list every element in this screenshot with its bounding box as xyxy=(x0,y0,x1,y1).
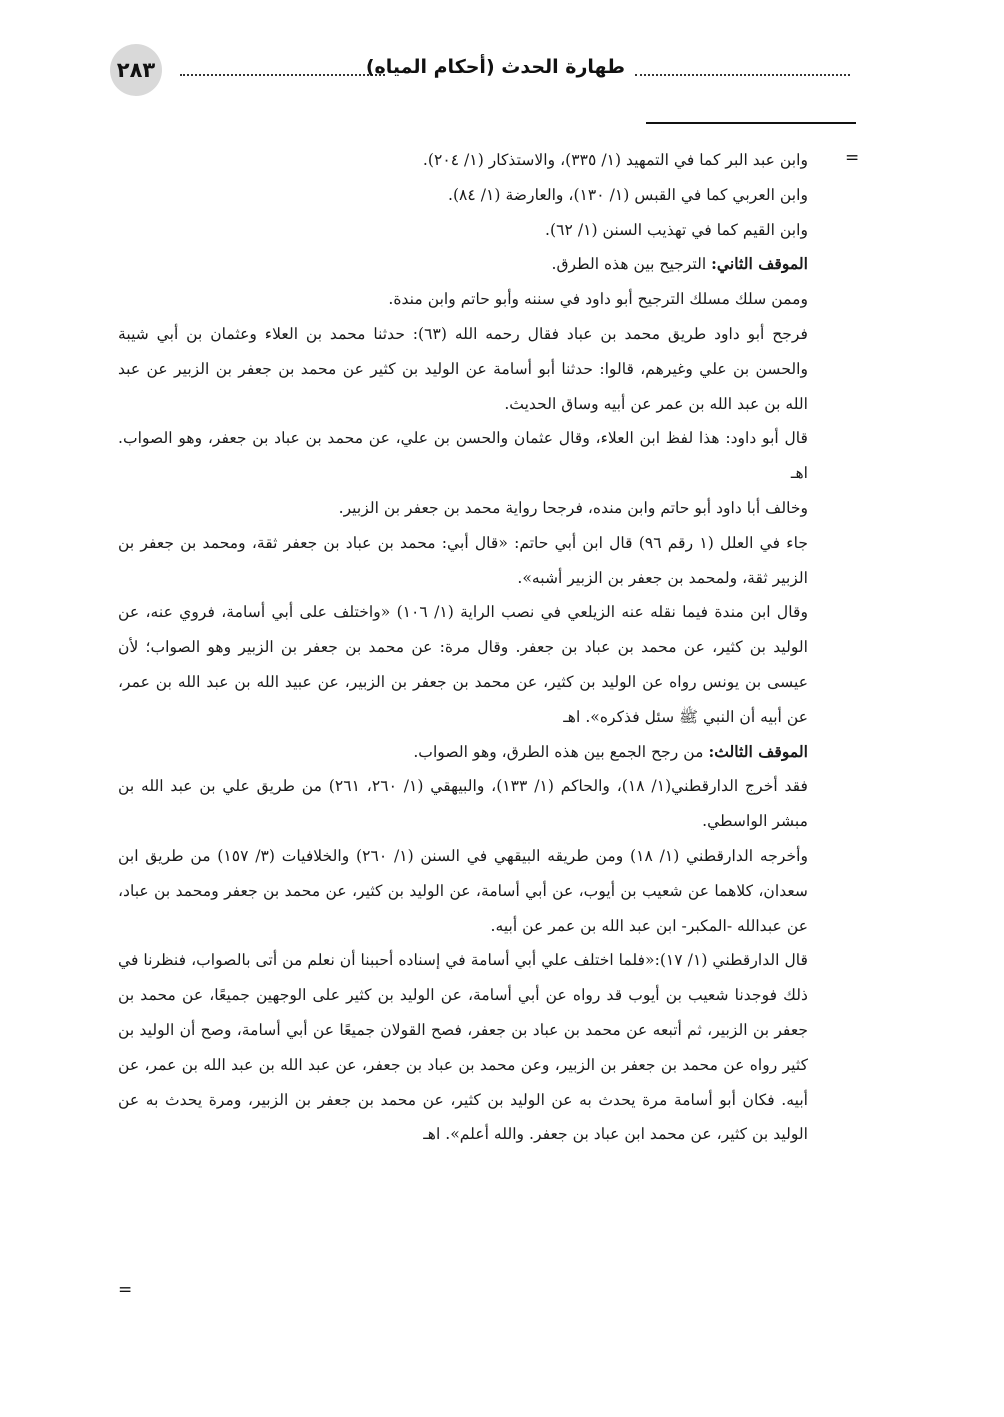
paragraph: وابن القيم كما في تهذيب السنن (١/ ٦٢). xyxy=(545,220,808,239)
paragraph: قال الدارقطني (١/ ١٧):«فلما اختلف علي أبي أسامة في إسناده أحببنا أن نعلم من أتى بالصواب، فنظرنا في ذلك فوجدنا شعيب بن أيوب قد رواه عن أبي أسامة، عن الوليد بن كثير على الوجهين جميعًا، عن محمد بن جعفر بن الزبير، ثم أتبعه عن محمد بن عباد بن جعفر، فصح القولان جميعًا عن أبي أسامة، وصح أن الوليد بن كثير رواه عن محمد بن جعفر بن الزبير، وعن محمد بن عباد بن جعفر، عن عبد الله بن عبد الله بن عمر، عن أبيه. فكان أبو أسامة مرة يحدث به عن الوليد بن كثير، عن محمد بن جعفر بن الزبير، ومرة يحدث به عن الوليد بن كثير، عن محمد ابن عباد بن جعفر. والله أعلم». اهـ xyxy=(118,951,808,1144)
footnote-body xyxy=(118,143,808,1152)
footnote-separator-rule xyxy=(646,122,856,124)
section-label: الموقف الثاني: xyxy=(711,254,808,274)
header-dotted-leader-left xyxy=(180,74,385,76)
paragraph: وأخرجه الدارقطني (١/ ١٨) ومن طريقه البيقهي في السنن (١/ ٢٦٠) والخلافيات (٣/ ١٥٧) من طريق ابن سعدان، كلاهما عن شعيب بن أيوب، عن أبي أسامة، عن الوليد بن كثير، عن محمد بن جعفر ومحمد بن عباد، عن عبدالله -المكبر- ابن عبد الله بن عمر عن أبيه. xyxy=(118,846,808,935)
paragraph: وقال ابن مندة فيما نقله عنه الزيلعي في نصب الراية (١/ ١٠٦) «واختلف على أبي أسامة، فروي عنه، عن الوليد بن كثير، عن محمد بن عباد بن جعفر. وقال مرة: عن محمد بن جعفر بن الزبير وهو الصواب؛ لأن عيسى بن يونس رواه عن الوليد بن كثير، عن محمد بن جعفر بن الزبير، عن عبيد الله بن عبد الله بن عمر، عن أبيه أن النبي ﷺ سئل فذكره». اهـ xyxy=(118,603,808,726)
page-header xyxy=(110,44,850,100)
continuation-marker-bottom: = xyxy=(118,1280,133,1300)
paragraph: وابن العربي كما في القبس (١/ ١٣٠)، والعارضة (١/ ٨٤). xyxy=(447,185,808,204)
paragraph: وابن عبد البر كما في التمهيد (١/ ٣٣٥)، والاستذكار (١/ ٢٠٤). xyxy=(422,151,808,169)
paragraph: وممن سلك مسلك الترجيح أبو داود في سننه وأبو حاتم وابن مندة. xyxy=(388,290,808,309)
paragraph: فقد أخرج الدارقطني(١/ ١٨)، والحاكم (١/ ١٣٣)، والبيهقي (١/ ٢٦٠، ٢٦١) من طريق علي بن عبد الله بن مبشر الواسطي. xyxy=(118,777,808,831)
paragraph: جاء في العلل (١ رقم ٩٦) قال ابن أبي حاتم: «قال أبي: محمد بن عباد بن جعفر ثقة، ومحمد بن جعفر بن الزبير ثقة، ولمحمد بن جعفر بن الزبير أشبه». xyxy=(118,533,808,587)
running-title: طهارة الحدث (أحكام المياه) xyxy=(365,56,625,78)
paragraph: الموقف الثاني: الترجيح بين هذه الطرق. xyxy=(551,254,808,274)
paragraph: الموقف الثالث: من رجح الجمع بين هذه الطرق، وهو الصواب. xyxy=(413,741,808,761)
continuation-marker-top: = xyxy=(845,148,860,168)
paragraph: وخالف أبا داود أبو حاتم وابن منده، فرجحا رواية محمد بن جعفر بن الزبير. xyxy=(338,498,808,517)
paragraph: قال أبو داود: هذا لفظ ابن العلاء، وقال عثمان والحسن بن علي، عن محمد بن عباد بن جعفر، وهو الصواب. اهـ xyxy=(118,429,808,483)
page-number: ٢٨٣ xyxy=(110,44,162,96)
section-label: الموقف الثالث: xyxy=(708,741,808,761)
header-dotted-leader-right xyxy=(635,74,850,76)
paragraph: فرجح أبو داود طريق محمد بن عباد فقال رحمه الله (٦٣): حدثنا محمد بن العلاء وعثمان بن أبي شيبة والحسن بن علي وغيرهم، قالوا: حدثنا أبو أسامة عن الوليد بن كثير عن محمد بن جعفر بن الزبير عن عبد الله بن عبد الله بن عمر عن أبيه وساق الحديث. xyxy=(118,324,808,413)
